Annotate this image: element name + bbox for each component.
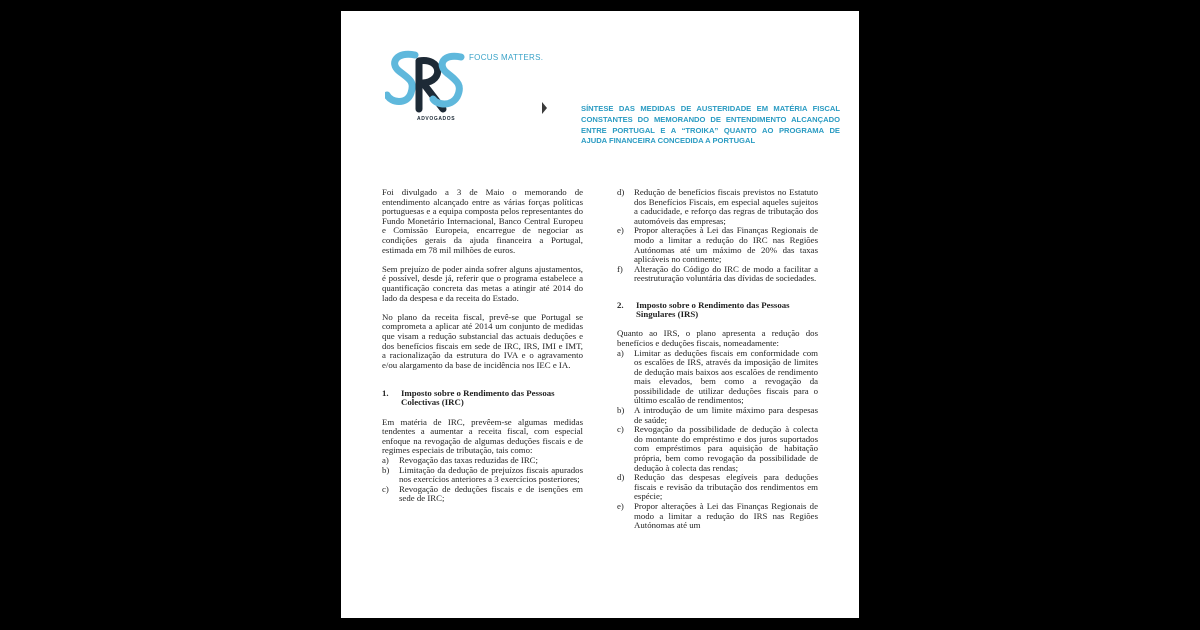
list-text: Alteração do Código do IRC de modo a facilitar a reestruturação voluntária das dívidas de sociedades. — [634, 263, 818, 284]
section-title: Imposto sobre o Rendimento das Pessoas Singulares (IRS) — [636, 299, 790, 320]
section-heading — [382, 389, 583, 408]
list-text: Revogação de deduções fiscais e de isenções em sede de IRC; — [399, 483, 583, 504]
section-number: 2. — [617, 299, 624, 310]
paragraph: No plano da receita fiscal, prevê-se que Portugal se comprometa a aplicar até 2014 um conjunto de medidas que visam a redução substancial das actuais deduções e dos benefícios fiscais em sede de IRC, IRS, IMI e IMT, a racionalização da estrutura do IVA e o agravamento e/ou alargamento da base de incidência nos IEC e IA. — [382, 311, 583, 370]
list-text: Propor alterações à Lei das Finanças Regionais de modo a limitar a redução do IRS nas Regiões Autónomas até um — [634, 501, 818, 531]
right-column — [617, 188, 818, 540]
list-text: Revogação da possibilidade de dedução à colecta do montante do empréstimo e dos juros suportados com empréstimos para aquisição de habitação própria, bem como revogação da possibilidade de dedução à colecta das rendas; — [634, 424, 818, 473]
document-page — [341, 11, 859, 618]
irc-measures-list — [382, 456, 583, 504]
section-number: 1. — [382, 387, 389, 398]
list-item — [617, 502, 818, 531]
list-label: c) — [617, 424, 624, 435]
list-text: A introdução de um limite máximo para despesas de saúde; — [634, 405, 818, 425]
list-text: Revogação das taxas reduzidas de IRC; — [399, 455, 538, 466]
list-label: f) — [617, 263, 623, 274]
paragraph: Em matéria de IRC, prevêem-se algumas medidas tendentes a aumentar a receita fiscal, com especial enfoque na revogação de algumas deduções fiscais e de regimes especiais de tributação, tais como: — [382, 416, 583, 456]
srs-logo-icon — [385, 47, 465, 117]
list-label: e) — [617, 501, 624, 511]
list-text: Redução de benefícios fiscais previstos no Estatuto dos Benefícios Fiscais, em especial aqueles sujeitos a caducidade, e reforço das regras de tributação dos automóveis das empresas; — [634, 187, 818, 226]
list-label: a) — [617, 347, 624, 358]
list-item — [617, 188, 818, 226]
list-label: b) — [382, 464, 390, 475]
list-label: d) — [617, 472, 625, 483]
left-column — [382, 188, 583, 514]
list-item — [617, 425, 818, 473]
list-item — [382, 466, 583, 485]
list-label: b) — [617, 405, 625, 416]
spacer — [617, 294, 818, 295]
list-label: a) — [382, 455, 389, 466]
paragraph: Foi divulgado a 3 de Maio o memorando de entendimento alcançado entre as várias forças políticas portuguesas e a equipa composta pelos representantes do Fundo Monetário Internacional, Banco Central Europeu e Comissão Europeia, encarregue de negociar as condições gerais da ajuda financeira a Portugal, estimada em 78 mil milhões de euros. — [382, 187, 583, 255]
list-text: Propor alterações à Lei das Finanças Regionais de modo a limitar a redução do IRC nas Regiões Autónomas até um máximo de 20% das taxas aplicáveis no continente; — [634, 225, 818, 265]
list-label: d) — [617, 187, 625, 197]
section-title: Imposto sobre o Rendimento das Pessoas Colectivas (IRC) — [401, 387, 555, 408]
list-item — [617, 349, 818, 407]
paragraph: Sem prejuízo de poder ainda sofrer alguns ajustamentos, é possível, desde já, referir que o programa estabelece a quantificação concreta das metas a atingir até 2014 do lado da despesa e da receita do Estado. — [382, 263, 583, 303]
list-item — [382, 485, 583, 504]
arrow-marker-icon — [542, 102, 547, 114]
list-text: Limitação da dedução de prejuízos fiscais apurados nos exercícios anteriores a 3 exercícios posteriores; — [399, 464, 583, 485]
list-item — [617, 265, 818, 284]
paragraph: Quanto ao IRS, o plano apresenta a redução dos benefícios e deduções fiscais, nomeadamente: — [617, 328, 818, 348]
list-label: e) — [617, 225, 624, 236]
list-item — [617, 406, 818, 425]
irs-measures-list — [617, 349, 818, 531]
list-item — [617, 473, 818, 502]
list-label: c) — [382, 483, 389, 494]
spacer — [382, 380, 583, 381]
list-item — [617, 226, 818, 264]
firm-logo — [385, 47, 565, 127]
irc-measures-list-continued — [617, 188, 818, 284]
section-heading — [617, 301, 818, 320]
logo-tagline: FOCUS MATTERS. — [469, 53, 544, 62]
list-text: Redução das despesas elegíveis para deduções fiscais e revisão da tributação dos rendimentos em espécie; — [634, 472, 818, 502]
document-title: SÍNTESE DAS MEDIDAS DE AUSTERIDADE EM MATÉRIA FISCAL CONSTANTES DO MEMORANDO DE ENTENDIMENTO ALCANÇADO ENTRE PORTUGAL E A “TROIKA” QUANTO AO PROGRAMA DE AJUDA FINANCEIRA CONCEDIDA A PORTUGAL — [581, 104, 840, 146]
list-text: Limitar as deduções fiscais em conformidade com os escalões de IRS, através da imposição de limites de dedução mais baixos aos escalões de rendimento mais elevados, bem como a revogação da possibilidade de utilizar deduções fiscais para o último escalão de rendimentos; — [634, 347, 818, 406]
logo-firm-name: ADVOGADOS — [417, 116, 456, 122]
